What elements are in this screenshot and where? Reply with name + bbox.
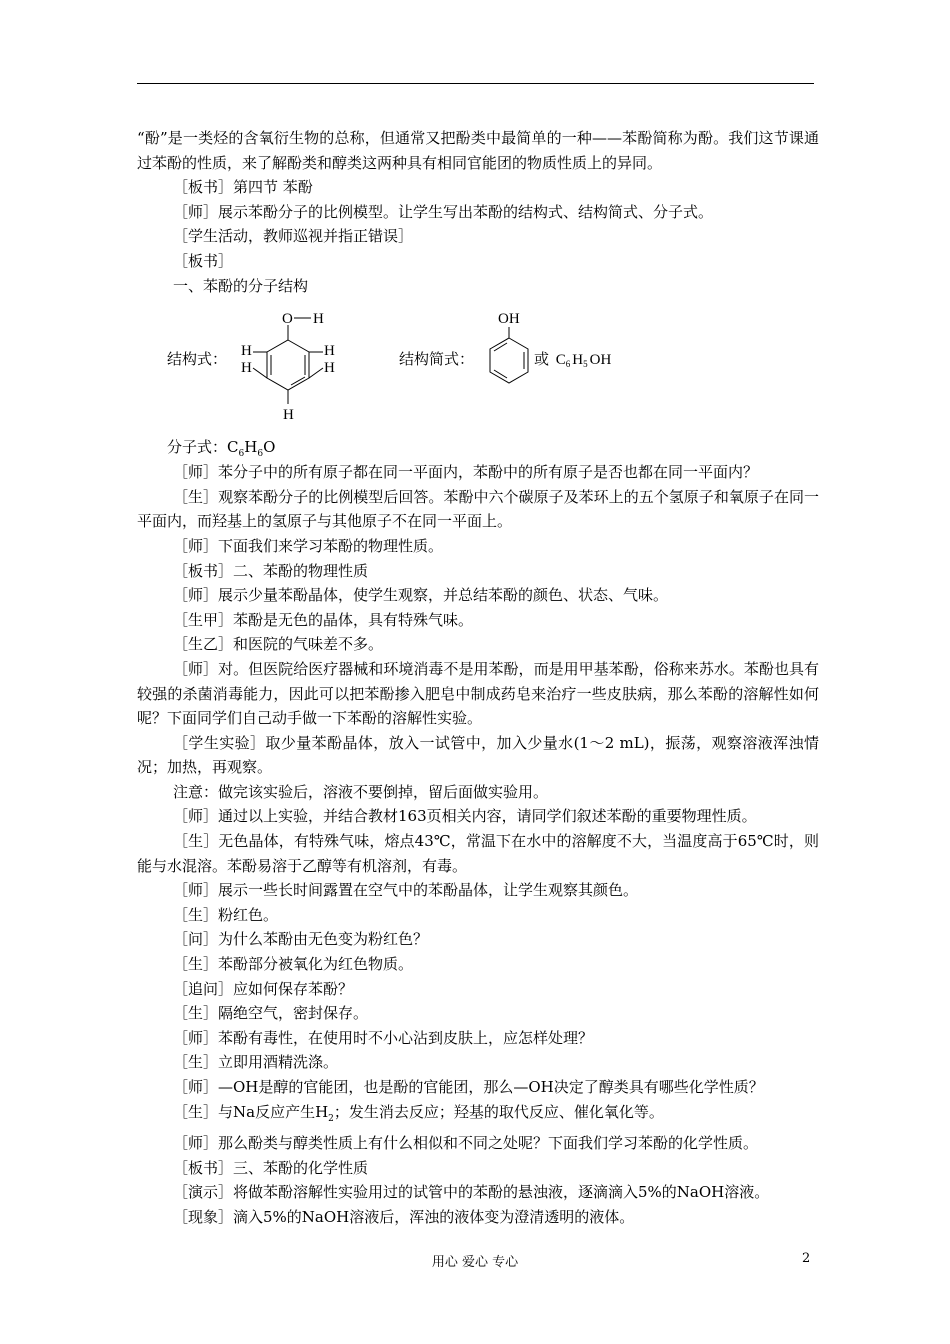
benzene-ring — [267, 340, 309, 390]
paragraph: ［生］苯酚部分被氧化为红色物质。 — [173, 955, 414, 974]
paragraph: ［师］展示少量苯酚晶体，使学生观察，并总结苯酚的颜色、状态、气味。 — [173, 586, 669, 605]
header-rule — [137, 83, 814, 84]
board-section-title: ［板书］第四节 苯酚 — [173, 178, 313, 197]
simplified-oh-label: OH — [498, 311, 520, 328]
paragraph: ［生甲］苯酚是无色的晶体，具有特殊气味。 — [173, 610, 474, 629]
student-activity-line: ［学生活动，教师巡视并指正错误］ — [173, 227, 414, 246]
simplified-formula-label: 结构简式： — [399, 352, 475, 369]
molecular-formula: 分子式：$C_6H_6O$ — [167, 438, 276, 460]
footer-motto: 用心 爱心 专心 — [431, 1255, 519, 1270]
paragraph: ［师］通过以上实验，并结合教材163页相关内容，请同学们叙述苯酚的重要物理性质。 — [173, 807, 757, 826]
page-body — [137, 126, 819, 1230]
phenol-structure-svg — [137, 298, 697, 436]
simplified-double-bond-2 — [494, 370, 507, 378]
right-hydrogen-2: H — [324, 360, 335, 377]
left-c-h-bond-2 — [253, 368, 267, 378]
hydroxyl-hydrogen: H — [313, 311, 324, 328]
paragraph: ［生］隔绝空气，密封保存。 — [173, 1004, 369, 1023]
paragraph: ［学生实验］取少量苯酚晶体，放入一试管中，加入少量水(1～2 mL)，振荡，观察溶液浑浊情况；加热，再观察。 — [137, 733, 819, 777]
paragraph: ［师］—OH是醇的官能团，也是酚的官能团，那么—OH决定了醇类具有哪些化学性质？ — [173, 1078, 764, 1096]
simplified-benzene-ring — [490, 338, 528, 383]
paragraph: ［板书］二、苯酚的物理性质 — [173, 561, 369, 580]
paragraph: ［板书］三、苯酚的化学性质 — [173, 1158, 369, 1177]
teacher-line: ［师］展示苯酚分子的比例模型。让学生写出苯酚的结构式、结构简式、分子式。 — [173, 202, 714, 221]
paragraph: ［师］那么酚类与醇类性质上有什么相似和不同之处呢？下面我们学习苯酚的化学性质。 — [173, 1134, 759, 1153]
paragraph: ［生］粉红色。 — [173, 905, 279, 924]
right-hydrogen-1: H — [324, 343, 335, 360]
paragraph: 注意：做完该实验后，溶液不要倒掉，留后面做实验用。 — [173, 782, 549, 801]
subsection-heading: 一、苯酚的分子结构 — [173, 276, 309, 295]
paragraph: ［现象］滴入5%的NaOH溶液后，浑浊的液体变为澄清透明的液体。 — [173, 1207, 635, 1226]
paragraph: ［演示］将做苯酚溶解性实验用过的试管中的苯酚的悬浊液，逐滴滴入5%的NaOH溶液。 — [173, 1183, 770, 1202]
na-reaction-line: ［生］与Na反应产生$H_2$；发生消去反应；羟基的取代反应、催化氧化等。 — [173, 1102, 664, 1124]
paragraph: ［问］为什么苯酚由无色变为粉红色？ — [173, 930, 429, 949]
right-c-h-bond-2 — [309, 368, 323, 378]
paragraph: ［师］苯分子中的所有原子都在同一平面内，苯酚中的所有原子是否也都在同一平面内？ — [173, 463, 759, 482]
paragraph: ［师］展示一些长时间露置在空气中的苯酚晶体，让学生观察其颜色。 — [173, 881, 639, 900]
paragraph: ［追问］应如何保存苯酚？ — [173, 979, 354, 998]
paragraph: ［生］立即用酒精洗涤。 — [173, 1053, 339, 1072]
paragraph: ［生］无色晶体，有特殊气味，熔点43℃，常温下在水中的溶解度不大，当温度高于65℃时，则能与水混溶。苯酚易溶于乙醇等有机溶剂，有毒。 — [137, 832, 819, 875]
simplified-double-bond-3 — [494, 343, 507, 351]
left-hydrogen-2: H — [241, 360, 252, 377]
left-hydrogen-1: H — [241, 343, 252, 360]
paragraph: ［生乙］和医院的气味差不多。 — [173, 635, 384, 654]
or-text: 或 $C_6$ $H_5$ OH — [534, 352, 612, 370]
page-number: 2 — [802, 1251, 811, 1266]
bottom-hydrogen: H — [283, 407, 294, 424]
paragraph: ［师］苯酚有毒性，在使用时不小心沾到皮肤上，应怎样处理？ — [173, 1028, 594, 1047]
paragraph: ［师］对。但医院给医疗器械和环境消毒不是用苯酚，而是用甲基苯酚，俗称来苏水。苯酚也具有较强的杀菌消毒能力，因此可以把苯酚掺入肥皂中制成药皂来治疗一些皮肤病，那么苯酚的溶解性如何呢？下面同学们自己动手做一下苯酚的溶解性实验。 — [137, 659, 819, 728]
paragraph: ［生］观察苯酚分子的比例模型后回答。苯酚中六个碳原子及苯环上的五个氢原子和氧原子在同一平面内，而羟基上的氢原子与其他原子不在同一平面上。 — [137, 487, 819, 531]
paragraph: ［师］下面我们来学习苯酚的物理性质。 — [173, 536, 444, 555]
phenol-structure-figure — [137, 298, 819, 436]
oxygen-atom: O — [282, 311, 293, 328]
board-line: ［板书］ — [173, 251, 234, 270]
structural-formula-label: 结构式： — [167, 352, 228, 369]
intro-paragraph: “酚”是一类烃的含氧衍生物的总称，但通常又把酚类中最简单的一种——苯酚简称为酚。我们这节课通过苯酚的性质，来了解酚类和醇类这两种具有相同官能团的物质性质上的异同。 — [137, 129, 819, 172]
